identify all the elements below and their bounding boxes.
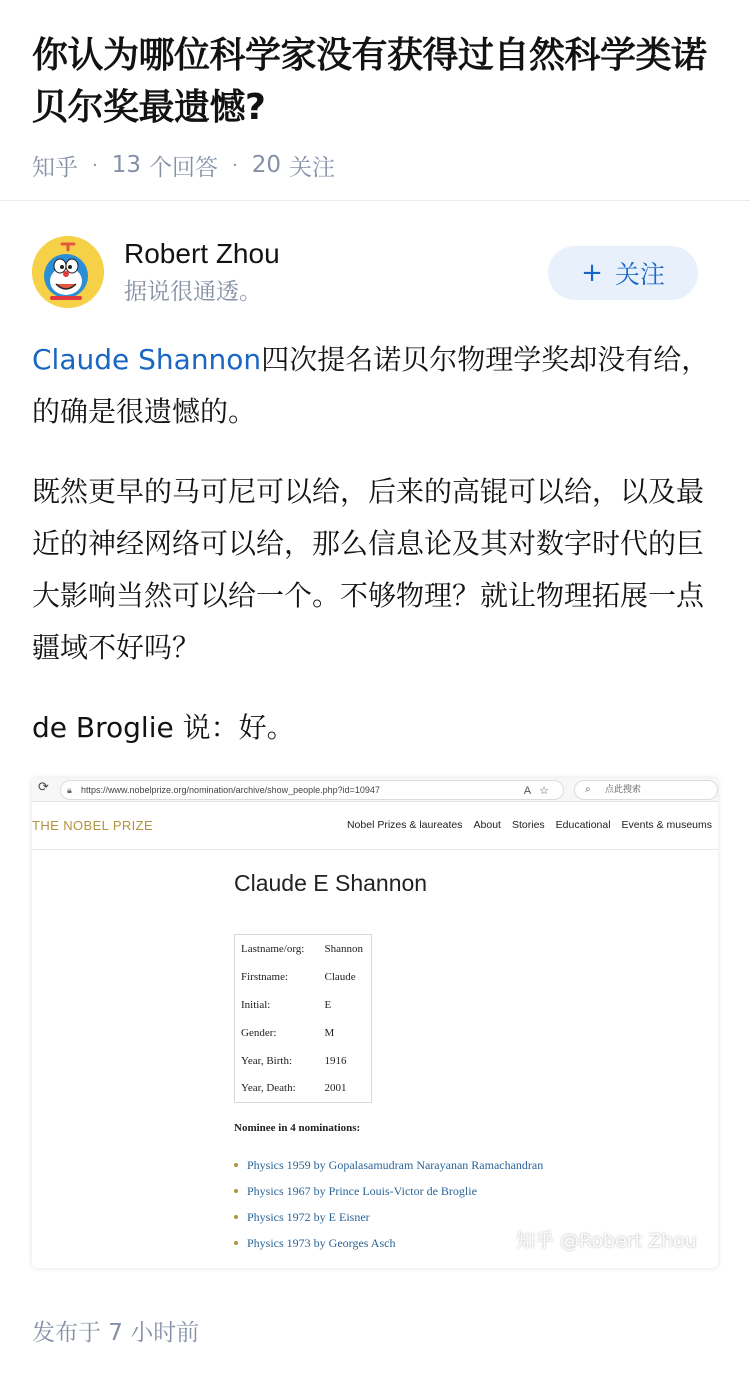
nav-link: Nobel Prizes & laureates	[346, 819, 463, 831]
answer-paragraph	[32, 334, 712, 438]
author-bio: 据说很通透。	[124, 279, 262, 305]
list-item	[234, 1178, 543, 1204]
search-icon: ⌕	[585, 784, 591, 795]
bullet-icon	[234, 1189, 238, 1193]
nomination-link: Physics 1959 by Gopalasamudram Narayanan Ramachandran	[247, 1157, 544, 1172]
watermark: 知乎 @Robert Zhou	[516, 1230, 697, 1252]
url-bar	[60, 780, 564, 800]
table-row	[235, 1075, 372, 1103]
table-row	[235, 935, 372, 963]
nomination-link: Physics 1967 by Prince Louis-Victor de Broglie	[247, 1183, 477, 1198]
nav-link: Stories	[511, 819, 545, 831]
list-item	[234, 1230, 543, 1256]
nobel-navbar	[32, 802, 718, 850]
field-key: Year, Birth:	[241, 1054, 292, 1067]
field-value: E	[324, 998, 332, 1011]
url-text: https://www.nobelprize.org/nomination/archive/show_people.php?id=10947	[81, 785, 380, 795]
nav-link: Educational	[555, 819, 611, 831]
table-row	[235, 1047, 372, 1075]
answer-count: 13	[111, 152, 142, 178]
field-value: Claude	[324, 970, 356, 983]
question-meta	[32, 148, 722, 182]
nominations-heading: Nominee in 4 nominations:	[234, 1122, 361, 1134]
question-header	[32, 30, 722, 182]
answer-paragraph: 既然更早的马可尼可以给，后来的高锟可以给，以及最近的神经网络可以给，那么信息论及其对数字时代的巨大影响当然可以给一个。不够物理？就让物理拓展一点疆域不好吗？	[32, 475, 705, 664]
list-item	[234, 1152, 543, 1178]
answer-text: 四次提名诺贝尔物理学奖却没有给，的确是很遗憾的。	[32, 343, 710, 428]
browser-toolbar	[32, 778, 718, 802]
table-row	[235, 963, 372, 991]
field-value: 1916	[324, 1054, 347, 1067]
answer-paragraph: de Broglie 说：好。	[32, 711, 295, 744]
refresh-icon: ⟳	[38, 780, 49, 795]
author-name[interactable]: Robert Zhou	[124, 238, 280, 269]
nav-link: Events & museums	[621, 819, 712, 831]
author-card	[32, 236, 718, 310]
nominations-list	[234, 1152, 543, 1256]
shannon-link[interactable]: Claude Shannon	[32, 343, 262, 376]
reader-favorite-icons: A☆	[523, 785, 557, 797]
nomination-link: Physics 1972 by E Eisner	[247, 1209, 370, 1224]
field-key: Gender:	[241, 1026, 277, 1039]
field-key: Year, Death:	[241, 1082, 296, 1095]
field-key: Lastname/org:	[241, 942, 305, 955]
nomination-link: Physics 1973 by Georges Asch	[247, 1235, 396, 1250]
browser-search	[574, 780, 718, 800]
lock-icon: 🔒︎	[67, 785, 72, 795]
nav-link: About	[473, 819, 501, 831]
publish-time[interactable]: 发布于 7 小时前	[32, 1320, 200, 1346]
avatar[interactable]	[32, 236, 104, 308]
field-value: Shannon	[324, 942, 363, 955]
follow-button[interactable]	[548, 246, 698, 300]
list-item	[234, 1204, 543, 1230]
field-key: Firstname:	[241, 970, 289, 983]
nominee-name: Claude E Shannon	[234, 870, 428, 896]
nobel-logo: THE NOBEL PRIZE	[32, 818, 154, 833]
follower-count: 20	[251, 152, 282, 178]
meta-separator: ·	[232, 154, 238, 176]
meta-separator: ·	[92, 154, 98, 176]
search-placeholder: 点此搜索	[605, 785, 642, 795]
embedded-screenshot[interactable]	[32, 778, 718, 1268]
bullet-icon	[234, 1163, 238, 1167]
table-row	[235, 1019, 372, 1047]
bullet-icon	[234, 1215, 238, 1219]
question-title[interactable]: 你认为哪位科学家没有获得过自然科学类诺贝尔奖最遗憾?	[32, 35, 707, 128]
source-label[interactable]: 知乎	[32, 154, 78, 181]
field-key: Initial:	[241, 998, 271, 1011]
follow-label: 关注	[614, 260, 665, 289]
divider	[0, 200, 750, 201]
nominee-info-table	[234, 934, 372, 1103]
nobel-nav-links	[347, 819, 712, 831]
field-value: M	[324, 1026, 335, 1039]
plus-icon: +	[581, 258, 603, 288]
answer-count-label: 个回答	[149, 154, 219, 181]
field-value: 2001	[324, 1082, 347, 1095]
answer-content	[32, 334, 712, 782]
bullet-icon	[234, 1241, 238, 1245]
table-row	[235, 991, 372, 1019]
follower-count-label: 关注	[289, 154, 336, 181]
